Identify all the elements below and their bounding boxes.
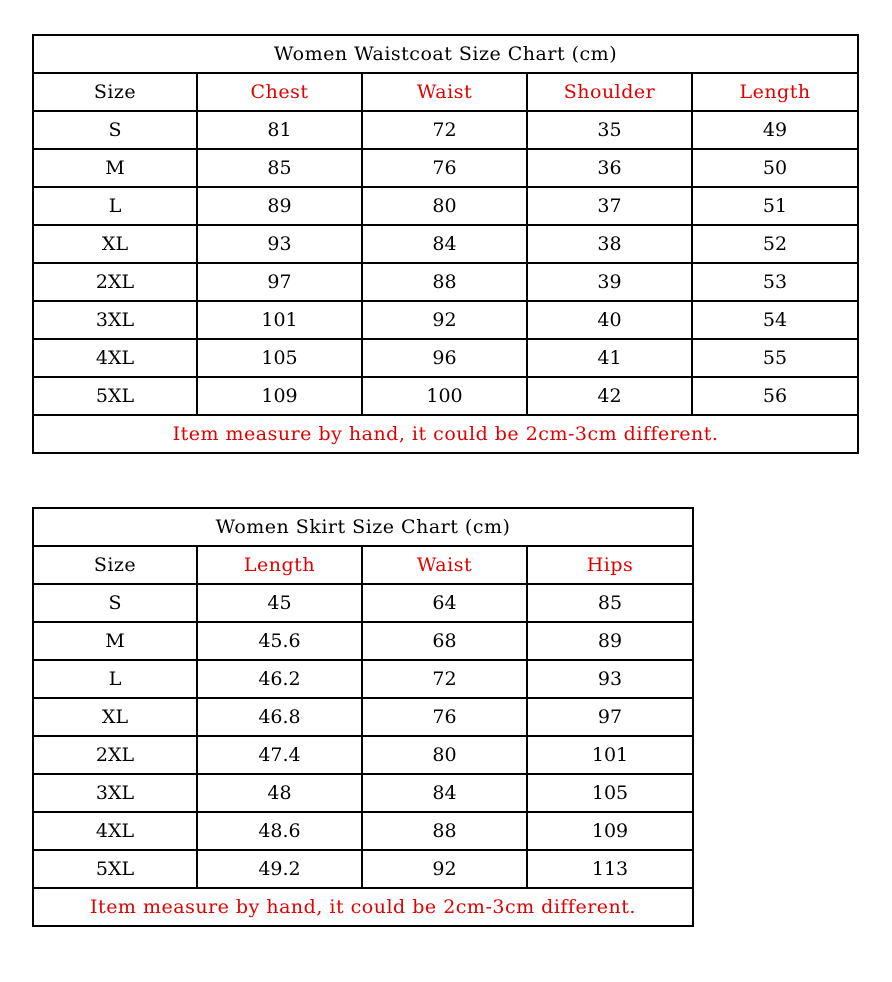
table-row [33, 339, 858, 377]
size-cell: XL [33, 698, 197, 736]
table-row [33, 301, 858, 339]
table-row [33, 660, 693, 698]
measurement-cell: 89 [197, 187, 362, 225]
measurement-cell: 49 [692, 111, 858, 149]
table-row [33, 774, 693, 812]
measurement-cell: 85 [197, 149, 362, 187]
measurement-cell: 40 [527, 301, 692, 339]
size-cell: S [33, 584, 197, 622]
table-row [33, 698, 693, 736]
measurement-cell: 100 [362, 377, 527, 415]
table-row [33, 622, 693, 660]
measurement-cell: 39 [527, 263, 692, 301]
measurement-cell: 72 [362, 111, 527, 149]
column-header-size: Size [33, 546, 197, 584]
measurement-cell: 81 [197, 111, 362, 149]
measurement-cell: 37 [527, 187, 692, 225]
measurement-cell: 48.6 [197, 812, 362, 850]
size-cell: 5XL [33, 850, 197, 888]
measurement-cell: 109 [527, 812, 693, 850]
measurement-cell: 49.2 [197, 850, 362, 888]
measurement-cell: 92 [362, 301, 527, 339]
measurement-cell: 96 [362, 339, 527, 377]
table-row [33, 111, 858, 149]
measurement-cell: 76 [362, 698, 527, 736]
measurement-cell: 54 [692, 301, 858, 339]
table-title-row [33, 508, 693, 546]
measurement-cell: 113 [527, 850, 693, 888]
measurement-cell: 88 [362, 263, 527, 301]
size-cell: 3XL [33, 774, 197, 812]
measurement-cell: 45 [197, 584, 362, 622]
column-header-length: Length [692, 73, 858, 111]
column-header-hips: Hips [527, 546, 693, 584]
measurement-cell: 50 [692, 149, 858, 187]
measurement-cell: 55 [692, 339, 858, 377]
column-header-size: Size [33, 73, 197, 111]
measurement-cell: 93 [527, 660, 693, 698]
measurement-cell: 89 [527, 622, 693, 660]
table-row [33, 149, 858, 187]
measurement-cell: 80 [362, 187, 527, 225]
size-cell: L [33, 660, 197, 698]
measurement-cell: 101 [527, 736, 693, 774]
waistcoat-size-table [32, 34, 859, 454]
column-header-shoulder: Shoulder [527, 73, 692, 111]
measurement-cell: 72 [362, 660, 527, 698]
measurement-cell: 76 [362, 149, 527, 187]
measurement-cell: 97 [197, 263, 362, 301]
measurement-cell: 105 [527, 774, 693, 812]
size-cell: 4XL [33, 812, 197, 850]
table-note-row [33, 415, 858, 453]
column-header-chest: Chest [197, 73, 362, 111]
measurement-cell: 88 [362, 812, 527, 850]
measurement-cell: 93 [197, 225, 362, 263]
measurement-cell: 51 [692, 187, 858, 225]
measurement-cell: 42 [527, 377, 692, 415]
table-row [33, 584, 693, 622]
table-header-row [33, 546, 693, 584]
measurement-cell: 109 [197, 377, 362, 415]
table-row [33, 225, 858, 263]
table-row [33, 850, 693, 888]
measurement-cell: 64 [362, 584, 527, 622]
measurement-cell: 92 [362, 850, 527, 888]
size-cell: XL [33, 225, 197, 263]
measurement-cell: 52 [692, 225, 858, 263]
table-body [33, 584, 693, 888]
measurement-cell: 80 [362, 736, 527, 774]
measurement-cell: 101 [197, 301, 362, 339]
measurement-cell: 84 [362, 774, 527, 812]
table-row [33, 263, 858, 301]
measurement-cell: 85 [527, 584, 693, 622]
table-row [33, 812, 693, 850]
size-cell: S [33, 111, 197, 149]
column-header-waist: Waist [362, 73, 527, 111]
measurement-cell: 41 [527, 339, 692, 377]
size-cell: 3XL [33, 301, 197, 339]
measurement-cell: 97 [527, 698, 693, 736]
size-cell: 4XL [33, 339, 197, 377]
measurement-cell: 56 [692, 377, 858, 415]
table-title: Women Waistcoat Size Chart (cm) [33, 35, 858, 73]
measurement-cell: 35 [527, 111, 692, 149]
measurement-note: Item measure by hand, it could be 2cm-3cm different. [33, 415, 858, 453]
measurement-cell: 53 [692, 263, 858, 301]
table-body [33, 111, 858, 415]
table-row [33, 187, 858, 225]
column-header-waist: Waist [362, 546, 527, 584]
size-cell: 5XL [33, 377, 197, 415]
table-title-row [33, 35, 858, 73]
measurement-cell: 84 [362, 225, 527, 263]
measurement-cell: 45.6 [197, 622, 362, 660]
column-header-length: Length [197, 546, 362, 584]
measurement-cell: 105 [197, 339, 362, 377]
measurement-note: Item measure by hand, it could be 2cm-3cm different. [33, 888, 693, 926]
size-cell: M [33, 149, 197, 187]
measurement-cell: 46.8 [197, 698, 362, 736]
measurement-cell: 68 [362, 622, 527, 660]
table-note-row [33, 888, 693, 926]
size-cell: M [33, 622, 197, 660]
size-cell: L [33, 187, 197, 225]
size-cell: 2XL [33, 736, 197, 774]
table-row [33, 736, 693, 774]
measurement-cell: 46.2 [197, 660, 362, 698]
table-header-row [33, 73, 858, 111]
measurement-cell: 47.4 [197, 736, 362, 774]
size-cell: 2XL [33, 263, 197, 301]
table-title: Women Skirt Size Chart (cm) [33, 508, 693, 546]
measurement-cell: 48 [197, 774, 362, 812]
measurement-cell: 38 [527, 225, 692, 263]
skirt-size-table [32, 507, 694, 927]
table-row [33, 377, 858, 415]
measurement-cell: 36 [527, 149, 692, 187]
